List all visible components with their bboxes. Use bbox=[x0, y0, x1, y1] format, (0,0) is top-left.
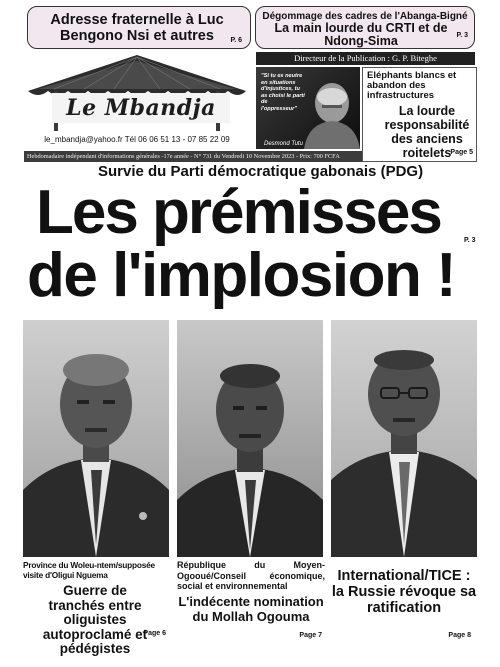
story-kicker: République du Moyen-Ogooué/Conseil économique, social et environnemental bbox=[177, 560, 325, 591]
lead-kicker: Survie du Parti démocratique gabonais (PDG) bbox=[98, 163, 424, 180]
teaser-top-left[interactable] bbox=[27, 6, 251, 49]
lead-headline-line-2[interactable]: de l'implosion ! bbox=[27, 241, 456, 310]
photo-politician-3 bbox=[331, 320, 477, 557]
teaser-title: Adresse fraternelle à Luc Bengono Nsi et autres bbox=[50, 12, 224, 44]
page-ref: Page 8 bbox=[448, 632, 471, 639]
teaser-kicker: Dégommage des cadres de l'Abanga-Bigné bbox=[262, 11, 468, 22]
newspaper-logo: Le Mbandja bbox=[66, 95, 216, 121]
photo-politician-2 bbox=[177, 320, 323, 557]
page-ref: P. 3 bbox=[464, 237, 476, 244]
story-title: International/TICE : la Russie révoque sa ratification bbox=[331, 568, 477, 616]
tutu-quote: "Si tu es neutre en situations d'injustices, tu as choisi le parti de l'oppresseur" bbox=[261, 73, 305, 112]
story-kicker: Province du Woleu-ntem/supposée visite d'Oligui Nguema bbox=[23, 560, 155, 580]
photo-caption: Desmond Tutu bbox=[264, 141, 303, 147]
page-ref: P. 6 bbox=[230, 37, 242, 44]
desmond-tutu-photo bbox=[256, 67, 360, 149]
page-ref: P. 3 bbox=[456, 32, 468, 39]
story-moyen-ogooue[interactable] bbox=[177, 560, 325, 650]
contact-info: le_mbandja@yahoo.fr Tél 06 06 51 13 - 07 85 22 09 bbox=[44, 135, 230, 144]
teaser-title: La lourde responsabilité des anciens roitelets bbox=[384, 104, 470, 160]
page-ref: Page 7 bbox=[299, 632, 322, 639]
teaser-elephants[interactable] bbox=[362, 67, 477, 162]
page-ref: Page 6 bbox=[143, 630, 166, 637]
masthead bbox=[24, 53, 250, 149]
story-international[interactable] bbox=[331, 560, 477, 650]
story-title: Guerre de tranchés entre oliguistes autoproclamé et pédégistes bbox=[42, 583, 148, 656]
lead-headline-line-1[interactable]: Les prémisses bbox=[36, 178, 441, 247]
story-title: L'indécente nomination du Mollah Ogouma bbox=[178, 593, 324, 624]
page-ref: Page 5 bbox=[450, 149, 473, 156]
director-banner: Directeur de la Publication : G. P. Biteghe bbox=[256, 52, 475, 65]
teaser-title: La main lourde du CRTI et de Ndong-Sima bbox=[274, 21, 448, 48]
logo-plate bbox=[52, 93, 230, 123]
story-woleu-ntem[interactable] bbox=[23, 560, 169, 656]
teaser-top-right[interactable] bbox=[255, 6, 475, 49]
photo-politician-1 bbox=[23, 320, 169, 557]
teaser-kicker: Eléphants blancs et abandon des infrastructures bbox=[367, 70, 457, 101]
issue-info-strip: Hebdomadaire indépendant d'informations générales -17e année - N° 731 du Vendredi 10 Novembre 2023 - Prix: 700 FCFA bbox=[24, 151, 362, 162]
